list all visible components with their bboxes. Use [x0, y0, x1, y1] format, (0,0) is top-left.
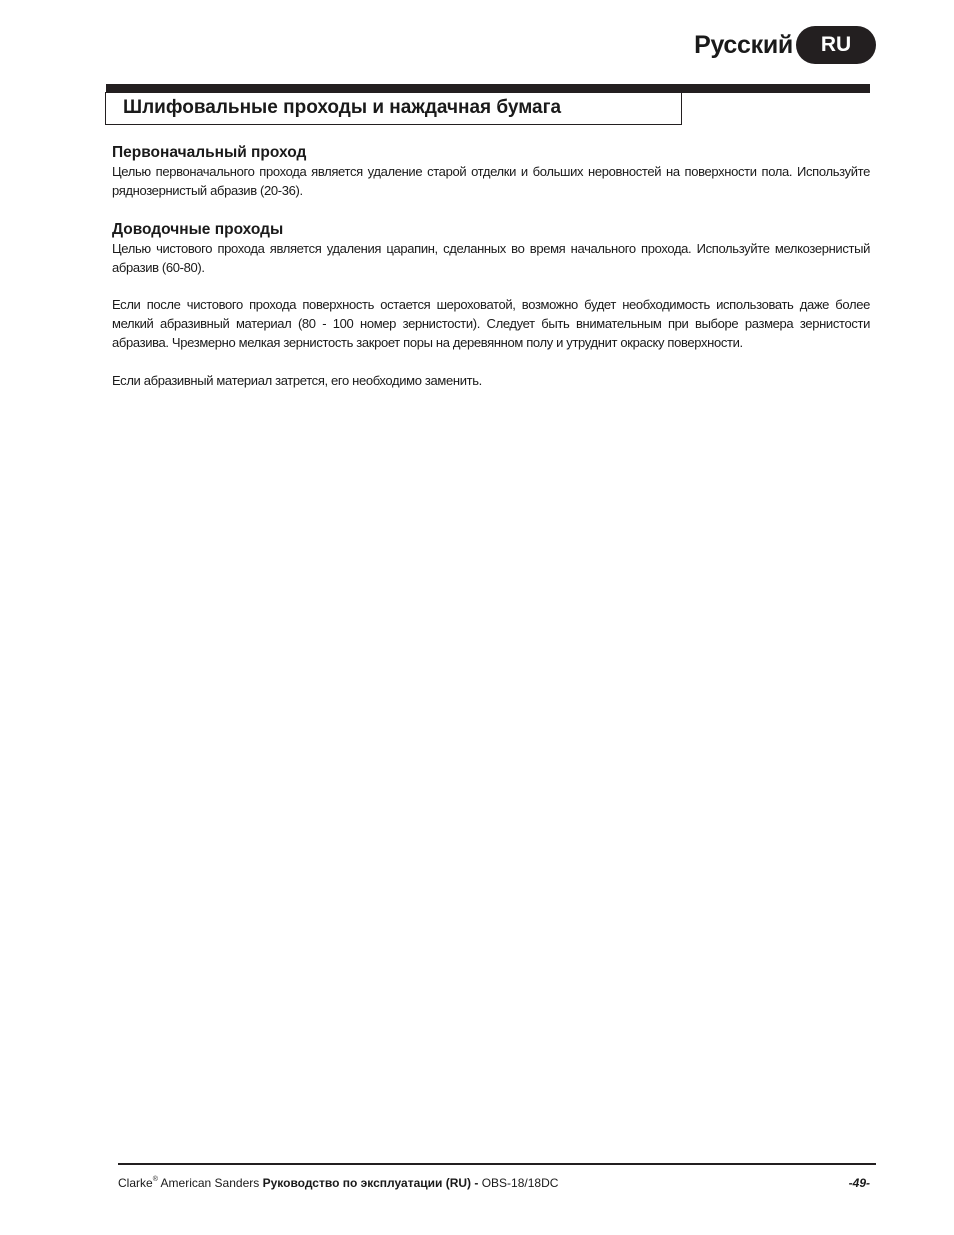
- footer: [118, 1176, 870, 1190]
- subheading-initial-pass: Первоначальный проход: [112, 144, 307, 161]
- registered-mark: ®: [152, 1176, 158, 1183]
- footer-left: [118, 1176, 558, 1190]
- footer-brand: Clarke: [118, 1176, 153, 1190]
- paragraph-rough-surface: Если после чистового прохода поверхность остается шероховатой, возможно будет необходимость использовать даже более мелкий абразивный материал (80 - 100 номер зернистости). Следует быть внимательным при выборе размера зернистости абразива. Чрезмерно мелкая зернистость закроет поры на деревянном полу и утруднит окраску поверхности.: [112, 297, 870, 350]
- language-name: Русский: [694, 30, 793, 59]
- page-number: -49-: [848, 1176, 870, 1190]
- section-title-box: [105, 92, 682, 125]
- paragraph-replace-abrasive: Если абразивный материал затрется, его необходимо заменить.: [112, 373, 482, 388]
- footer-manual: Руководство по эксплуатации (RU) -: [262, 1176, 479, 1190]
- paragraph-finishing-purpose: Целью чистового прохода является удаления царапин, сделанных во время начального прохода. Используйте мелкозернистый абразив (60-80).: [112, 241, 870, 275]
- content: [112, 143, 870, 390]
- footer-model: OBS-18/18DC: [481, 1176, 559, 1190]
- bottom-rule: [118, 1163, 876, 1165]
- language-badge: RU: [796, 26, 876, 64]
- subheading-finishing-passes: Доводочные проходы: [112, 221, 284, 238]
- footer-company: American Sanders: [160, 1176, 260, 1190]
- section-title: Шлифовальные проходы и наждачная бумага: [123, 97, 562, 118]
- language-header: [694, 26, 876, 64]
- paragraph-initial-pass: Целью первоначального прохода является удаление старой отделки и больших неровностей на поверхности пола. Используйте ряднозернистый абразив (20-36).: [112, 164, 870, 198]
